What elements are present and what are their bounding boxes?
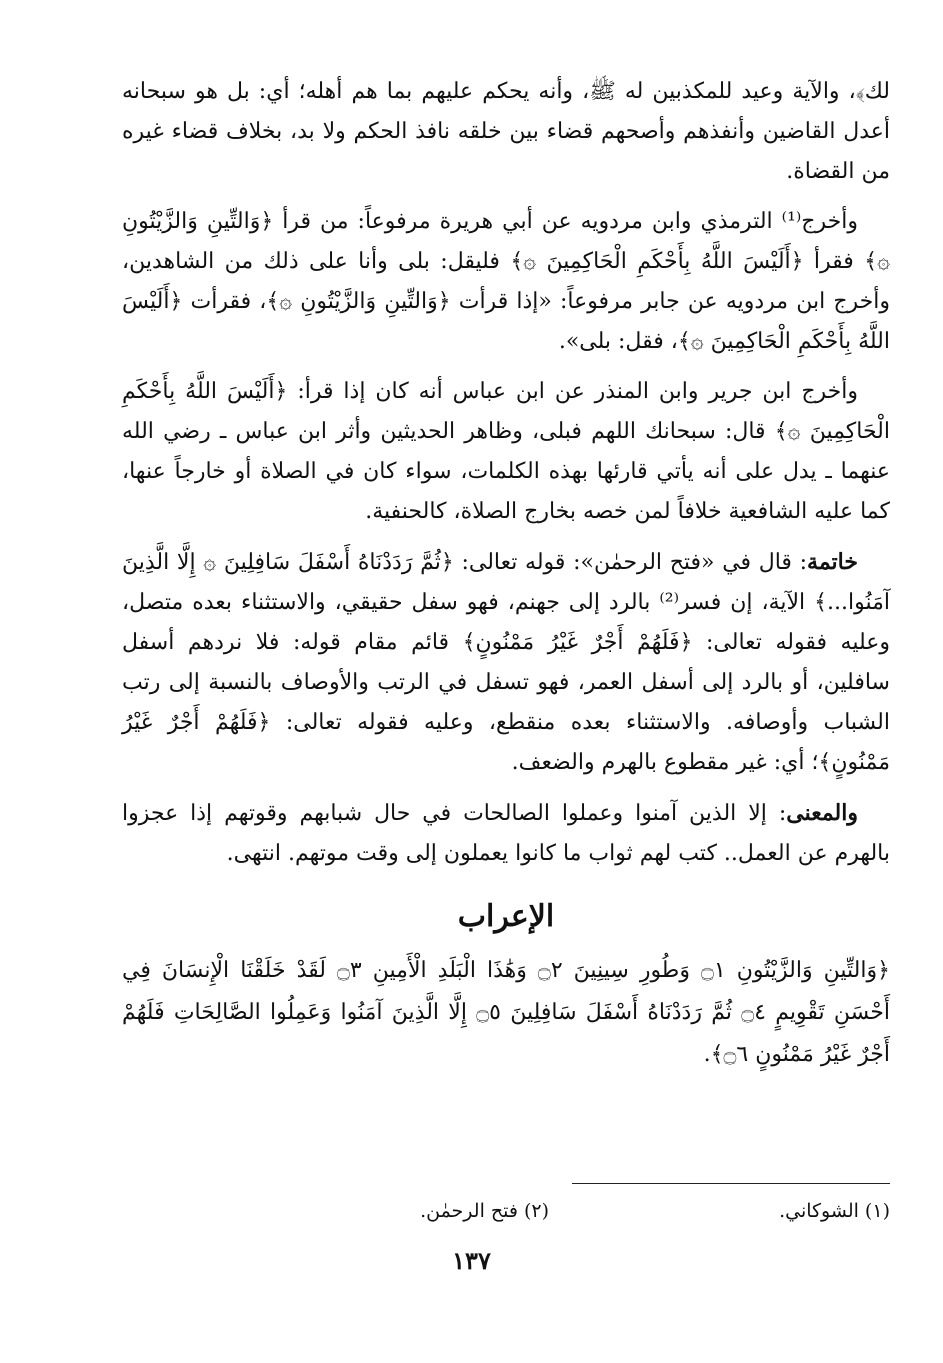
khatima-label: خاتمة xyxy=(807,549,858,575)
paragraph: لك﴾، والآية وعيد للمكذبين له ﷺ، وأنه يحكم عليهم بما هم أهله؛ أي: بل هو سبحانه أعدل القاضين وأنفذهم وأصحهم قضاء بين خلقه نافذ الحكم ولا بد، بخلاف قضاء غيره من القضاة. xyxy=(122,79,890,184)
khatima-paragraph xyxy=(122,542,890,783)
section-heading: الإعراب xyxy=(457,899,555,934)
body-text xyxy=(122,72,890,1086)
meaning-label: والمعنى xyxy=(786,800,858,826)
page-number: ١٣٧ xyxy=(452,1246,491,1275)
footnote-2: (٢) فتح الرحمٰن. xyxy=(420,1200,550,1222)
footnotes xyxy=(122,1196,890,1226)
footnote-divider xyxy=(572,1183,890,1184)
meaning-paragraph xyxy=(122,793,890,874)
paragraph: وأخرج ابن جرير وابن المنذر عن ابن عباس أنه كان إذا قرأ: ﴿أَلَيْسَ اللَّهُ بِأَحْكَمِ الْحَاكِمِينَ ۞﴾ قال: سبحانك اللهم فبلى، وظاهر الحديثين وأثر ابن عباس ـ رضي الله عنهما ـ يدل على أنه يأتي قارئها بهذه الكلمات، سواء كان في الصلاة أو خارجاً عنها، كما عليه الشافعية خلافاً لمن خصه بخارج الصلاة، كالحنفية. xyxy=(122,379,890,524)
khatima-text: : قال في «فتح الرحمٰن»: قوله تعالى: ﴿ثُمَّ رَدَدْنَاهُ أَسْفَلَ سَافِلِينَ ۞ إِلَّا الَّذِينَ آمَنُوا...﴾ الآية، إن فسر⁽²⁾ بالرد إلى جهنم، فهو سفل حقيقي، والاستثناء بعده متصل، وعليه فقوله تعالى: ﴿فَلَهُمْ أَجْرٌ غَيْرُ مَمْنُونٍ﴾ قائم مقام قوله: فلا نردهم أسفل سافلين، أو بالرد إلى أسفل العمر، فهو تسفل في الرتب والأوصاف بالنسبة إلى رتب الشباب وأوصافه. والاستثناء بعده منقطع، وعليه فقوله تعالى: ﴿فَلَهُمْ أَجْرٌ غَيْرُ مَمْنُونٍ﴾؛ أي: غير مقطوع بالهرم والضعف. xyxy=(122,550,891,775)
paragraph: وأخرج⁽¹⁾ الترمذي وابن مردويه عن أبي هريرة مرفوعاً: من قرأ ﴿وَالتِّينِ وَالزَّيْتُونِ ۞﴾ فقرأ ﴿أَلَيْسَ اللَّهُ بِأَحْكَمِ الْحَاكِمِينَ ۞﴾ فليقل: بلى وأنا على ذلك من الشاهدين، وأخرج ابن مردويه عن جابر مرفوعاً: «إذا قرأت ﴿وَالتِّينِ وَالزَّيْتُونِ ۞﴾، فقرأت ﴿أَلَيْسَ اللَّهُ بِأَحْكَمِ الْحَاكِمِينَ ۞﴾، فقل: بلى». xyxy=(122,209,890,354)
quran-verses: ﴿وَالتِّينِ وَالزَّيْتُونِ ۝١ وَطُورِ سِينِينَ ۝٢ وَهَٰذَا الْبَلَدِ الْأَمِينِ ۝٣ لَقَدْ خَلَقْنَا الْإِنسَانَ فِي أَحْسَنِ تَقْوِيمٍ ۝٤ ثُمَّ رَدَدْنَاهُ أَسْفَلَ سَافِلِينَ ۝٥ إِلَّا الَّذِينَ آمَنُوا وَعَمِلُوا الصَّالِحَاتِ فَلَهُمْ أَجْرٌ غَيْرُ مَمْنُونٍ ۝٦﴾. xyxy=(122,958,891,1067)
footnote-1: (١) الشوكاني. xyxy=(779,1200,890,1222)
meaning-text: : إلا الذين آمنوا وعملوا الصالحات في حال شبابهم وقوتهم إذا عجزوا بالهرم عن العمل.. كتب لهم ثواب ما كانوا يعملون إلى وقت موتهم. انتهى. xyxy=(122,801,890,866)
